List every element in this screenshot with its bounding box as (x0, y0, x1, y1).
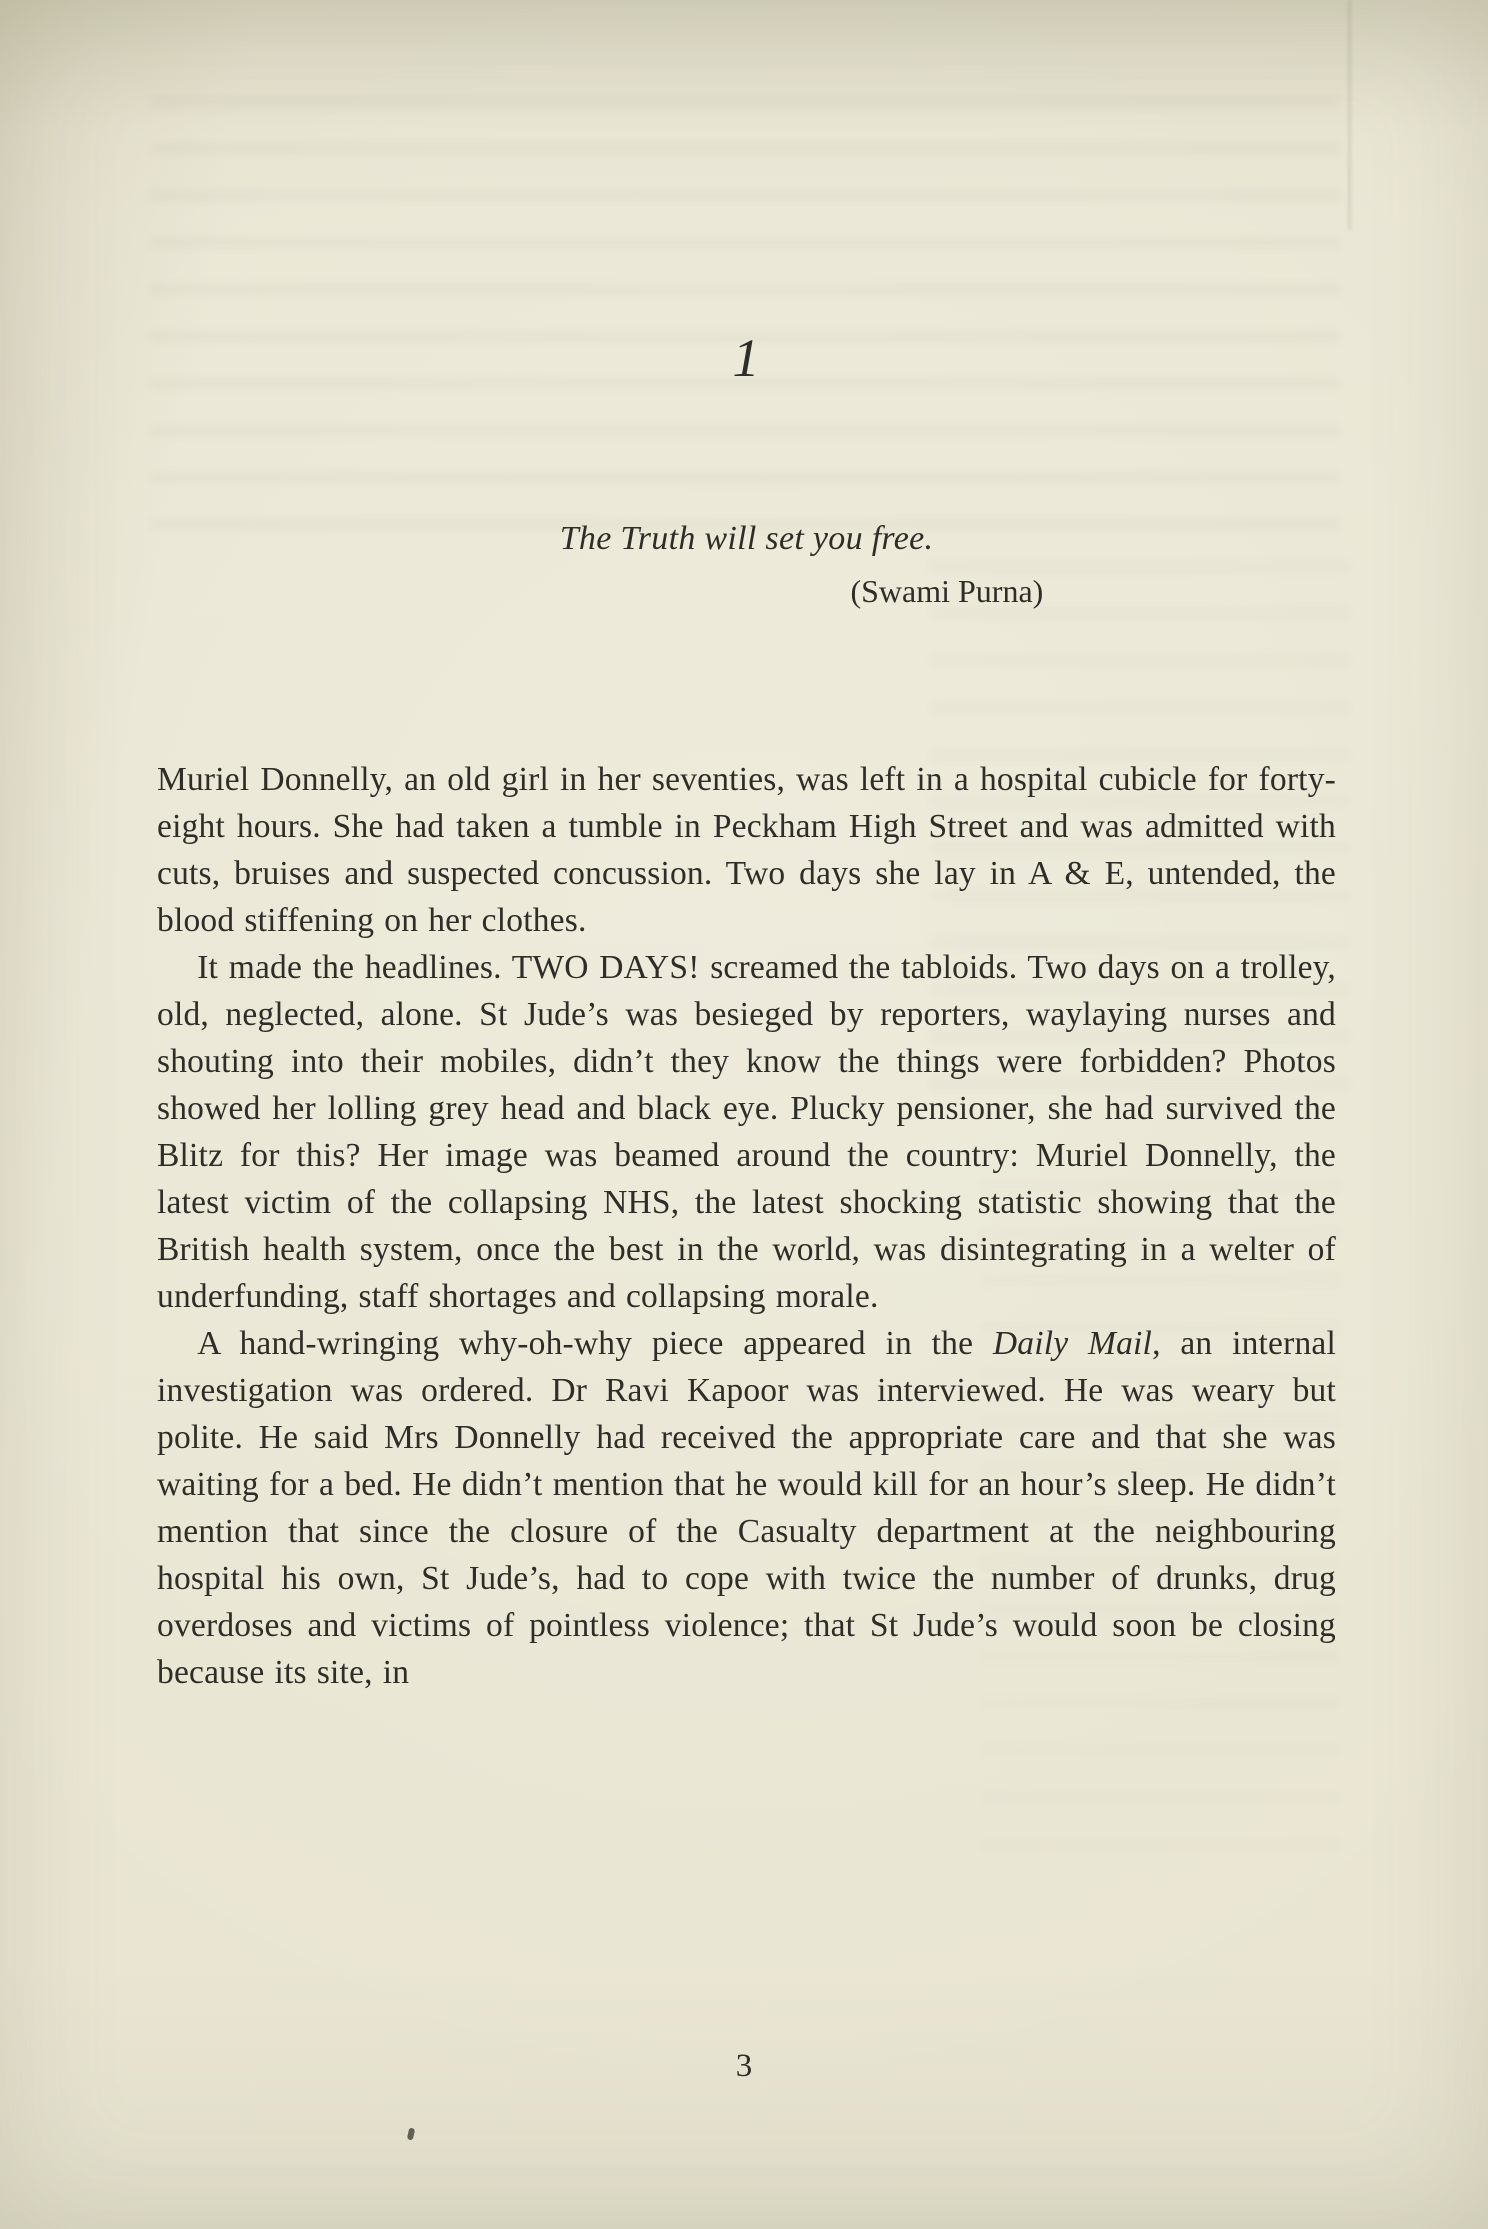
chapter-number: 1 (732, 328, 761, 388)
epigraph (559, 516, 1044, 614)
italic-text-run: Daily Mail (992, 1325, 1153, 1362)
page-crease-artifact (1348, 0, 1351, 230)
page-number: 3 (735, 2048, 753, 2084)
paragraph (157, 756, 1336, 944)
text-run: , an internal investigation was ordered. Dr Ravi Kapoor was interviewed. He was weary but polite. He said Mrs Donnelly had received the appropriate care and that she was waiting for a bed. He didn’t mention that he would kill for an hour’s sleep. He didn’t mention that since the closure of the Casualty department at the neighbouring hospital his own, St Jude’s, had to cope with twice the number of drunks, drug overdoses and victims of pointless violence; that St Jude’s would soon be closing because its site, in (157, 1325, 1337, 1691)
epigraph-quote: The Truth will set you free. (559, 520, 934, 557)
ink-speck-artifact (407, 2128, 415, 2141)
epigraph-attribution: (Swami Purna) (850, 573, 1044, 609)
paragraph (157, 1320, 1336, 1696)
page-content (0, 328, 1488, 1696)
text-run: Muriel Donnelly, an old girl in her seventies, was left in a hospital cubicle for forty-eight hours. She had taken a tumble in Peckham High Street and was admitted with cuts, bruises and suspected concussion. Two days she lay in A & E, untended, the blood stiffening on her clothes. (157, 761, 1336, 939)
text-run: A hand-wringing why-oh-why piece appeared in the (197, 1325, 993, 1362)
body-text (157, 756, 1336, 1696)
text-run: It made the headlines. TWO DAYS! screamed the tabloids. Two days on a trolley, old, neglected, alone. St Jude’s was besieged by reporters, waylaying nurses and shouting into their mobiles, didn’t they know the things were forbidden? Photos showed her lolling grey head and black eye. Plucky pensioner, she had survived the Blitz for this? Her image was beamed around the country: Muriel Donnelly, the latest victim of the collapsing NHS, the latest shocking statistic showing that the British health system, once the best in the world, was disintegrating in a welter of underfunding, staff shortages and collapsing morale. (157, 949, 1336, 1315)
paragraph (157, 944, 1336, 1320)
